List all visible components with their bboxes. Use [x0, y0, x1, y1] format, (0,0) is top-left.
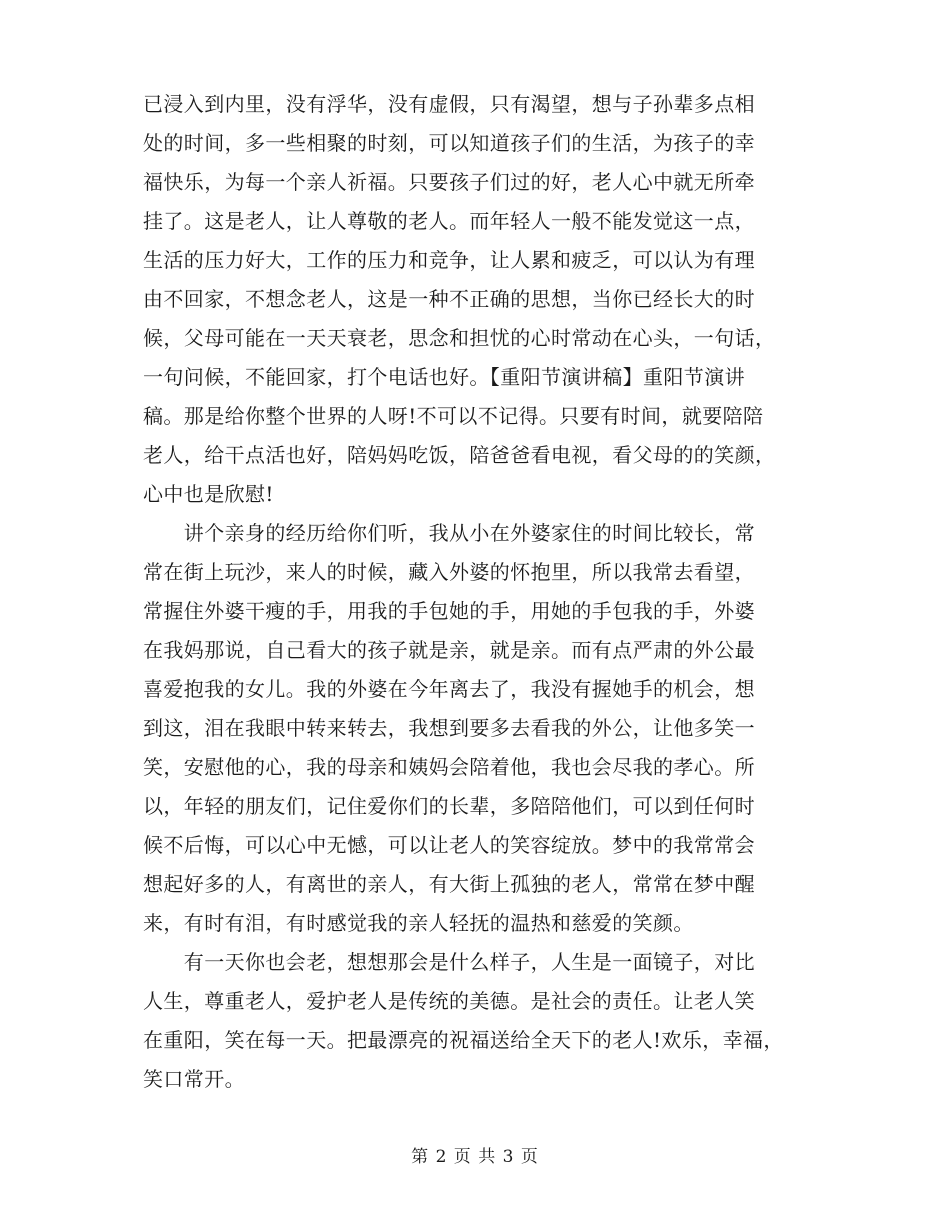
text-line: 常握住外婆干瘦的手，用我的手包她的手，用她的手包我的手，外婆: [143, 599, 755, 623]
text-line: 喜爱抱我的女儿。我的外婆在今年离去了，我没有握她手的机会，想: [143, 677, 755, 701]
page-number-footer: 第 2 页 共 3 页: [411, 1147, 539, 1167]
text-line: 生活的压力好大，工作的压力和竞争，让人累和疲乏，可以认为有理: [143, 248, 755, 272]
text-line: 笑，安慰他的心，我的母亲和姨妈会陪着他，我也会尽我的孝心。所: [143, 755, 755, 779]
text-line: 挂了。这是老人，让人尊敬的老人。而年轻人一般不能发觉这一点，: [143, 209, 755, 233]
text-line: 常在街上玩沙，来人的时候，藏入外婆的怀抱里，所以我常去看望，: [143, 560, 755, 584]
text-line: 稿。那是给你整个世界的人呀!不可以不记得。只要有时间，就要陪陪: [143, 404, 764, 428]
text-line: 老人，给干点活也好，陪妈妈吃饭，陪爸爸看电视，看父母的的笑颜，: [143, 443, 776, 467]
text-line: 人生，尊重老人，爱护老人是传统的美德。是社会的责任。让老人笑: [143, 989, 755, 1013]
text-line: 以，年轻的朋友们，记住爱你们的长辈，多陪陪他们，可以到任何时: [143, 794, 755, 818]
document-body: [143, 85, 823, 1099]
text-line: 心中也是欣慰!: [143, 482, 274, 506]
text-line: 候不后悔，可以心中无憾，可以让老人的笑容绽放。梦中的我常常会: [143, 833, 755, 857]
text-line: 福快乐，为每一个亲人祈福。只要孩子们过的好，老人心中就无所牵: [143, 170, 755, 194]
text-line: 处的时间，多一些相聚的时刻，可以知道孩子们的生活，为孩子的幸: [143, 131, 755, 155]
text-line: 笑口常开。: [143, 1067, 245, 1091]
text-line: 候，父母可能在一天天衰老，思念和担忧的心时常动在心头，一句话，: [143, 326, 776, 350]
text-line: 来，有时有泪，有时感觉我的亲人轻抚的温热和慈爱的笑颜。: [143, 911, 694, 935]
text-line: 到这，泪在我眼中转来转去，我想到要多去看我的外公，让他多笑一: [143, 716, 755, 740]
text-line: 在我妈那说，自己看大的孩子就是亲，就是亲。而有点严肃的外公最: [143, 638, 755, 662]
text-line: 已浸入到内里，没有浮华，没有虚假，只有渴望，想与子孙辈多点相: [143, 92, 755, 116]
text-line: 由不回家，不想念老人，这是一种不正确的思想，当你已经长大的时: [143, 287, 755, 311]
text-line: 一句问候，不能回家，打个电话也好。【重阳节演讲稿】重阳节演讲: [143, 365, 745, 389]
text-line: 想起好多的人，有离世的亲人，有大街上孤独的老人，常常在梦中醒: [143, 872, 755, 896]
text-line: 在重阳，笑在每一天。把最漂亮的祝福送给全天下的老人!欢乐，幸福，: [143, 1028, 784, 1052]
text-line: 有一天你也会老，想想那会是什么样子，人生是一面镜子，对比: [143, 950, 755, 974]
text-line: 讲个亲身的经历给你们听，我从小在外婆家住的时间比较长，常: [143, 521, 755, 545]
